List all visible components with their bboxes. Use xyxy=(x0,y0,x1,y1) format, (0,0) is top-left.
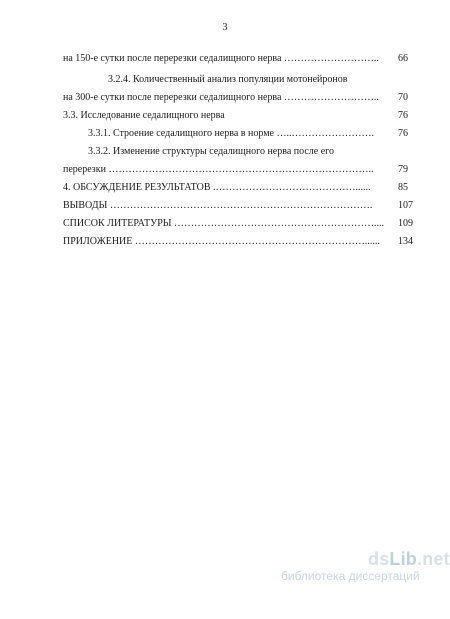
toc-entry-text: СПИСОК ЛИТЕРАТУРЫ …………………………………………………….... xyxy=(63,218,384,229)
toc-entry-page: 85 xyxy=(398,182,408,193)
toc-entry-text: 4. ОБСУЖДЕНИЕ РЕЗУЛЬТАТОВ .……………………………………...... xyxy=(63,182,371,193)
watermark-logo-lib: Lib xyxy=(389,549,417,569)
toc-entry-page: 70 xyxy=(398,92,408,103)
toc-entry-text: на 150-е сутки после перерезки седалищного нерва ……………………….. xyxy=(63,53,379,64)
toc-entry-text: ПРИЛОЖЕНИЕ ……………………………………………………………...... xyxy=(63,236,380,247)
toc-entry-page: 134 xyxy=(398,236,413,247)
toc-entry-page: 107 xyxy=(398,200,413,211)
toc-entry-text: 3.3.2. Изменение структуры седалищного нерва после его xyxy=(88,146,335,157)
toc-entry-page: 76 xyxy=(398,110,408,121)
toc-entry-page: 109 xyxy=(398,218,413,229)
toc-entry-page: 79 xyxy=(398,164,408,175)
toc-entry-text: на 300-е сутки после перерезки седалищного нерва ……………………….. xyxy=(63,92,379,103)
watermark-logo xyxy=(368,549,450,570)
watermark-subtitle: библиотека диссертаций xyxy=(281,569,420,583)
toc-entry-text: 3.3. Исследование седалищного нерва xyxy=(63,110,225,121)
toc-entry-text: ВЫВОДЫ ……………………………………………………………………. xyxy=(63,200,373,211)
watermark-logo-ds: ds xyxy=(368,549,390,569)
toc-entry-text: 3.3.1. Строение седалищного нерва в норме …..……………………. xyxy=(88,128,374,139)
toc-entry-text: 3.2.4. Количественный анализ популяции мотонейронов xyxy=(108,74,348,85)
toc-entry-page: 76 xyxy=(398,128,408,139)
toc-entry-text: перерезки …………………………………………………………………….. xyxy=(63,164,374,175)
toc-entry-page: 66 xyxy=(398,53,408,64)
page-number: 3 xyxy=(222,22,228,33)
watermark-logo-net: .net xyxy=(417,549,450,569)
